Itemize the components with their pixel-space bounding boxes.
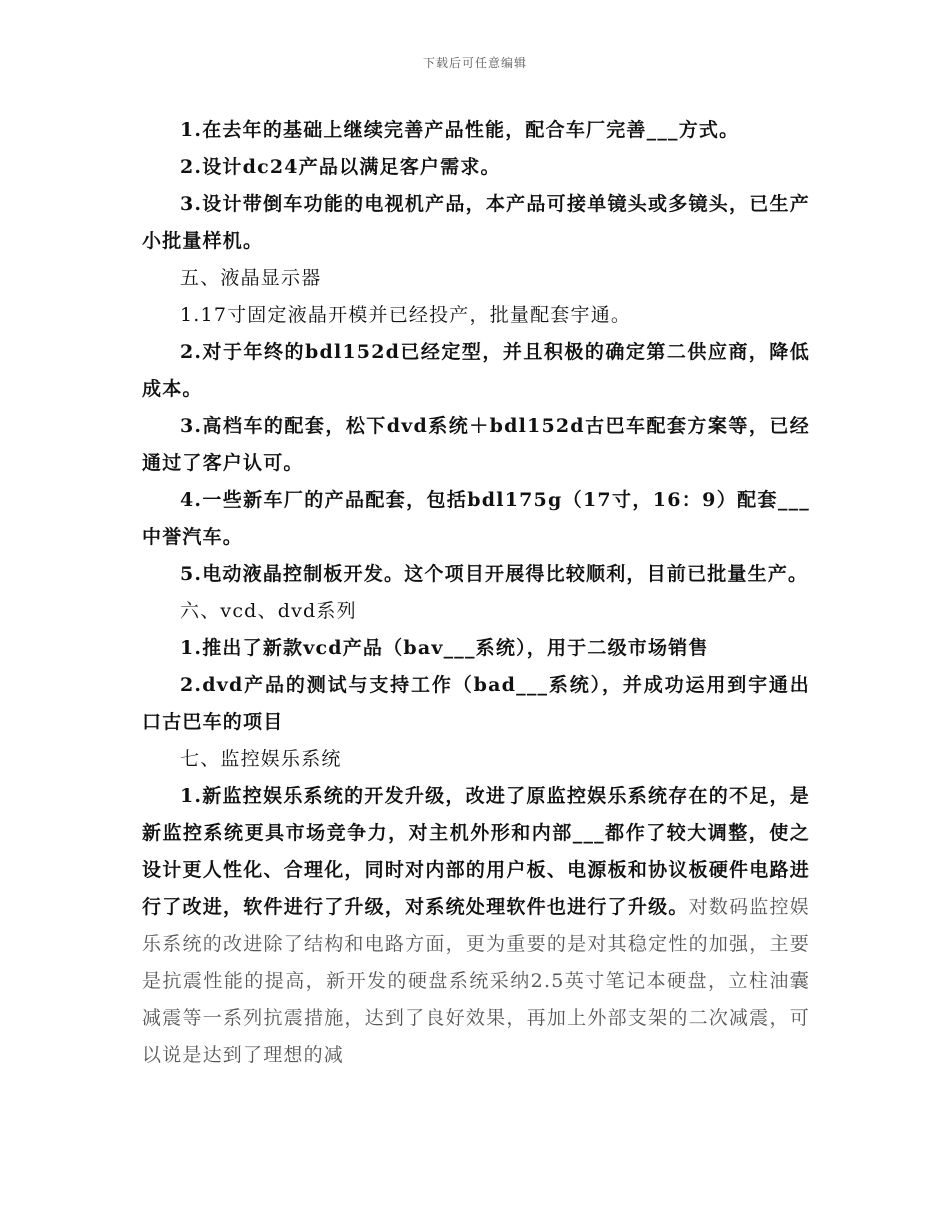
- paragraph: 3.设计带倒车功能的电视机产品，本产品可接单镜头或多镜头，已生产小批量样机。: [142, 193, 810, 252]
- section-heading: 六、vcd、dvd系列: [180, 600, 357, 622]
- document-body: [142, 112, 810, 1074]
- paragraph: 1.17寸固定液晶开模并已经投产，批量配套宇通。: [180, 304, 632, 326]
- paragraph: 2.设计dc24产品以满足客户需求。: [180, 156, 501, 178]
- paragraph: 5.电动液晶控制板开发。这个项目开展得比较顺利，目前已批量生产。: [180, 563, 809, 585]
- page-header: 下载后可任意编辑: [422, 56, 527, 70]
- paragraph-bold-text: 1.新监控娱乐系统的开发升级，改进了原监控娱乐系统存在的不足，是新监控系统更具市场竞争力，对主机外形和内部___都作了较大调整，使之设计更人性化、合理化，同时对内部的用户板、电源板和协议板硬件电路进行了改进，软件进行了升级，对系统处理软件也进行了升级。: [142, 785, 810, 918]
- paragraph: 2.dvd产品的测试与支持工作（bad___系统），并成功运用到宇通出口古巴车的项目: [142, 674, 810, 733]
- paragraph: 1.在去年的基础上继续完善产品性能，配合车厂完善___方式。: [180, 119, 740, 141]
- paragraph: 3.高档车的配套，松下dvd系统＋bdl152d古巴车配套方案等，已经通过了客户认可。: [142, 415, 810, 474]
- paragraph: 1.推出了新款vcd产品（bav___系统），用于二级市场销售: [180, 637, 709, 659]
- paragraph-light-text: 对数码监控娱乐系统的改进除了结构和电路方面，更为重要的是对其稳定性的加强，主要是抗震性能的提高，新开发的硬盘系统采纳2.5英寸笔记本硬盘，立柱油囊减震等一系列抗震措施，达到了良好效果，再加上外部支架的二次减震，可以说是达到了理想的减: [142, 896, 810, 1066]
- section-heading: 五、液晶显示器: [180, 267, 322, 289]
- paragraph: 2.对于年终的bdl152d已经定型，并且积极的确定第二供应商，降低成本。: [142, 341, 810, 400]
- paragraph: 4.一些新车厂的产品配套，包括bdl175g（17寸，16：9）配套___中誉汽车。: [142, 489, 810, 548]
- section-heading: 七、监控娱乐系统: [180, 748, 342, 770]
- paragraph: [142, 778, 810, 1074]
